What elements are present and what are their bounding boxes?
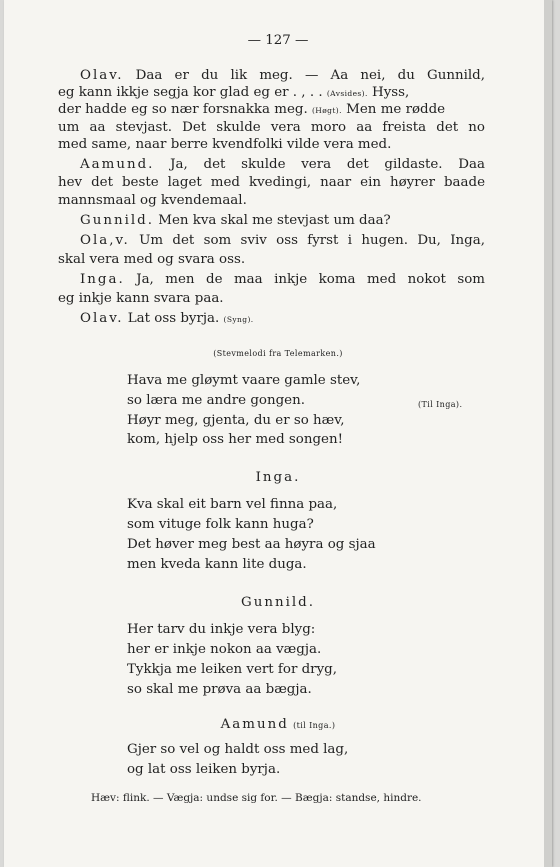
dialogue-text: Daa er du lik meg. — Aa nei, du Gunnild,: [135, 68, 485, 83]
prose-line-9: [80, 212, 391, 229]
speaker-heading-gunnild: Gunnild.: [241, 595, 315, 610]
speaker-heading-inga: Inga.: [255, 470, 301, 485]
prose-line-8: mannsmaal og kvendemaal.: [58, 193, 247, 208]
speaker-inga: Inga.: [80, 272, 125, 287]
dialogue-text: Um det som sviv oss fyrst i hugen. Du, Inga,: [139, 233, 485, 248]
prose-line-3: [58, 101, 485, 119]
speaker-olav: Ola,v.: [80, 233, 130, 248]
dialogue-text: Ja, det skulde vera det gildaste. Daa: [170, 157, 485, 172]
verse-line: Høyr meg, gjenta, du er so hæv,: [127, 413, 345, 428]
prose-line-11: skal vera med og svara oss.: [58, 252, 246, 267]
melody-note: (Stevmelodi fra Telemarken.): [213, 349, 343, 358]
verse-line: her er inkje nokon aa vægja.: [127, 642, 322, 657]
dialogue-text: Men me rødde: [346, 102, 446, 117]
stage-direction: (Til Inga).: [418, 400, 463, 409]
verse-line: Her tarv du inkje vera blyg:: [127, 622, 316, 637]
speaker-name: Aamund: [220, 717, 289, 732]
book-page: [4, 0, 552, 867]
prose-line-10: [80, 232, 485, 249]
verse-line: so læra me andre gongen.: [127, 393, 305, 408]
stage-direction: (til Inga.): [293, 721, 336, 730]
prose-line-14: [80, 310, 254, 328]
stage-direction: (Avsides).: [326, 89, 368, 98]
prose-line-12: [80, 271, 485, 288]
stage-direction: (Høgt).: [311, 106, 342, 115]
verse-line: Hava me gløymt vaare gamle stev,: [127, 373, 361, 388]
prose-line-4: um aa stevjast. Det skulde vera moro aa freista det no: [58, 120, 485, 135]
dialogue-text: Ja, men de maa inkje koma med nokot som: [136, 272, 485, 287]
dialogue-text: Men kva skal me stevjast um daa?: [158, 213, 391, 228]
speaker-aamund: Aamund.: [80, 157, 155, 172]
dialogue-text: der hadde eg so nær forsnakka meg.: [58, 102, 308, 117]
page-edge: [544, 0, 552, 867]
verse-line: men kveda kann lite duga.: [127, 557, 307, 572]
verse-line: Tykkja me leiken vert for dryg,: [127, 662, 337, 677]
prose-line-6: [80, 156, 485, 173]
dialogue-text: Lat oss byrja.: [127, 311, 220, 326]
prose-line-2: [58, 84, 485, 102]
stage-direction: (Syng).: [223, 315, 254, 324]
prose-line-1: [80, 67, 485, 84]
verse-line: so skal me prøva aa bægja.: [127, 682, 312, 697]
verse-line: kom, hjelp oss her med songen!: [127, 432, 343, 447]
prose-line-13: eg inkje kann svara paa.: [58, 291, 224, 306]
speaker-gunnild: Gunnild.: [80, 213, 154, 228]
footnote: Hæv: flink. — Vægja: undse sig for. — Bægja: standse, hindre.: [91, 792, 422, 804]
verse-line: Gjer so vel og haldt oss med lag,: [127, 742, 349, 757]
verse-line: Kva skal eit barn vel finna paa,: [127, 497, 338, 512]
speaker-heading-aamund: [4, 717, 552, 732]
verse-line: Det høver meg best aa høyra og sjaa: [127, 537, 376, 552]
page-number: — 127 —: [247, 33, 309, 48]
verse-line: og lat oss leiken byrja.: [127, 762, 281, 777]
speaker-olav: Olav.: [80, 68, 124, 83]
prose-line-7: hev det beste laget med kvedingi, naar ein høyrer baade: [58, 175, 485, 190]
dialogue-text: eg kann ikkje segja kor glad eg er . , . .: [58, 85, 323, 100]
prose-line-5: med same, naar berre kvendfolki vilde vera med.: [58, 137, 392, 152]
speaker-olav: Olav.: [80, 311, 124, 326]
dialogue-text: Hyss,: [372, 85, 410, 100]
verse-line: som vituge folk kann huga?: [127, 517, 314, 532]
